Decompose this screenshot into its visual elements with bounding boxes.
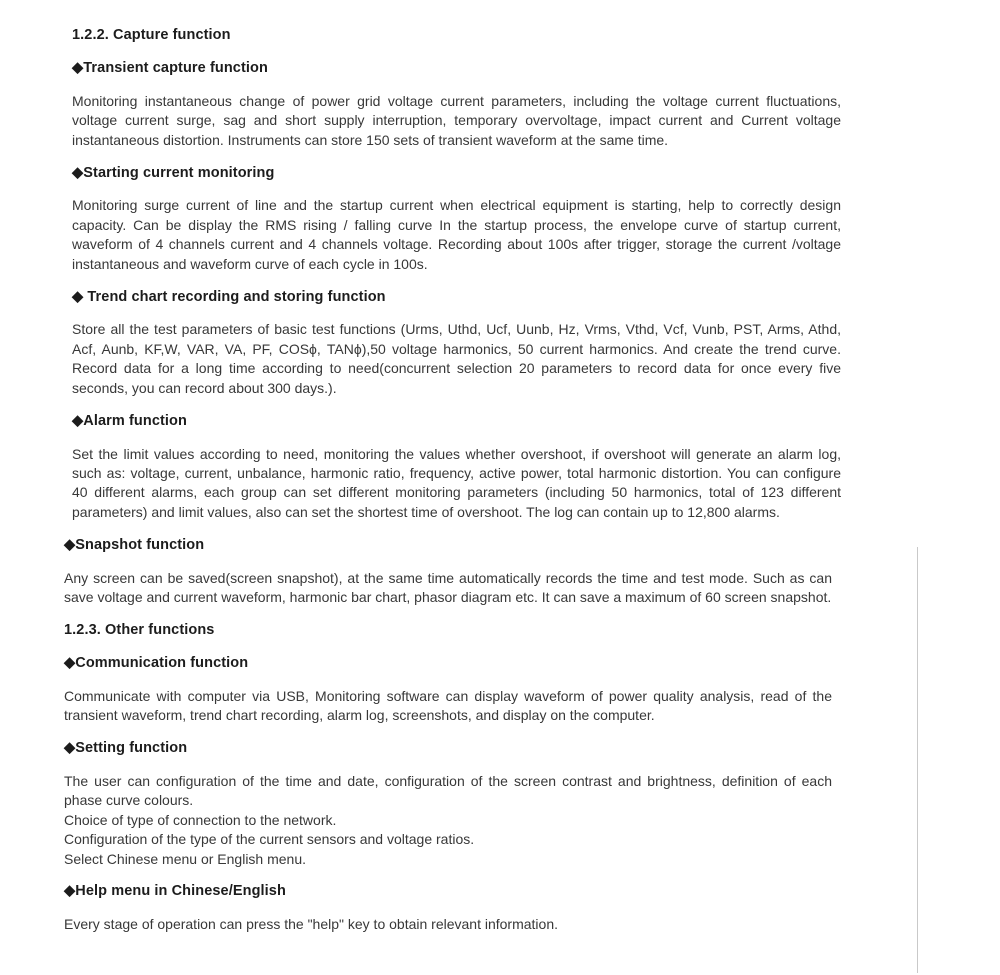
- heading-other-functions: 1.2.3. Other functions: [64, 621, 215, 638]
- page-section-other-functions: [64, 536, 832, 935]
- subheading-communication-function: ◆Communication function: [64, 654, 249, 671]
- paragraph-setting-function: [64, 772, 832, 869]
- subheading-transient-capture: ◆Transient capture function: [72, 59, 268, 76]
- subheading-help-menu: ◆Help menu in Chinese/English: [64, 883, 286, 900]
- setting-function-line-1: The user can configuration of the time and date, configuration of the screen contrast and brightness, definition of each phase curve colours.: [64, 772, 832, 809]
- subheading-setting-function: ◆Setting function: [64, 739, 188, 756]
- page-section-capture-function: [72, 26, 841, 522]
- page-edge-artifact-line: [917, 547, 918, 973]
- setting-function-line-2: Choice of type of connection to the network.: [64, 811, 337, 828]
- paragraph-trend-chart: Store all the test parameters of basic test functions (Urms, Uthd, Ucf, Uunb, Hz, Vrms, Vthd, Vcf, Vunb, PST, Arms, Athd, Acf, Aunb, KF,W, VAR, VA, PF, COSϕ, TANϕ),50 voltage harmonics, 50 current harmonics. And create the trend curve. Record data for a long time according to need(concurrent selection 20 parameters to record data for once every five seconds, you can record about 300 days.).: [72, 321, 841, 396]
- setting-function-line-3: Configuration of the type of the current sensors and voltage ratios.: [64, 831, 475, 848]
- paragraph-alarm-function: Set the limit values according to need, monitoring the values whether overshoot, if overshoot will generate an alarm log, such as: voltage, current, unbalance, harmonic ratio, frequency, active power, total harmonic distortion. You can configure 40 different alarms, each group can set different monitoring parameters (including 50 harmonics, total of 123 different parameters) and limit values, also can set the shortest time of overshoot. The log can contain up to 12,800 alarms.: [72, 445, 841, 520]
- paragraph-snapshot-function: Any screen can be saved(screen snapshot), at the same time automatically records the time and test mode. Such as can save voltage and current waveform, harmonic bar chart, phasor diagram etc. It can save a maximum of 60 screen snapshot.: [64, 569, 832, 605]
- setting-function-line-4: Select Chinese menu or English menu.: [64, 850, 307, 867]
- subheading-starting-current: ◆Starting current monitoring: [72, 164, 275, 181]
- paragraph-communication-function: Communicate with computer via USB, Monitoring software can display waveform of power quality analysis, read of the transient waveform, trend chart recording, alarm log, screenshots, and display on the computer.: [64, 687, 832, 724]
- paragraph-starting-current: Monitoring surge current of line and the startup current when electrical equipment is starting, help to correctly design capacity. Can be display the RMS rising / falling curve In the startup process, the envelope curve of startup current, waveform of 4 channels current and 4 channels voltage. Recording about 100s after trigger, storage the current /voltage instantaneous and waveform curve of each cycle in 100s.: [72, 197, 841, 272]
- subheading-trend-chart: ◆ Trend chart recording and storing function: [72, 288, 386, 305]
- heading-capture-function: 1.2.2. Capture function: [72, 27, 231, 43]
- subheading-snapshot-function: ◆Snapshot function: [64, 536, 205, 553]
- subheading-alarm-function: ◆Alarm function: [72, 412, 187, 429]
- paragraph-help-menu: Every stage of operation can press the "help" key to obtain relevant information.: [64, 916, 558, 933]
- paragraph-transient-capture: Monitoring instantaneous change of power grid voltage current parameters, including the voltage current fluctuations, voltage current surge, sag and short supply interruption, temporary overvoltage, impact current and Current voltage instantaneous distortion. Instruments can store 150 sets of transient waveform at the same time.: [72, 92, 841, 148]
